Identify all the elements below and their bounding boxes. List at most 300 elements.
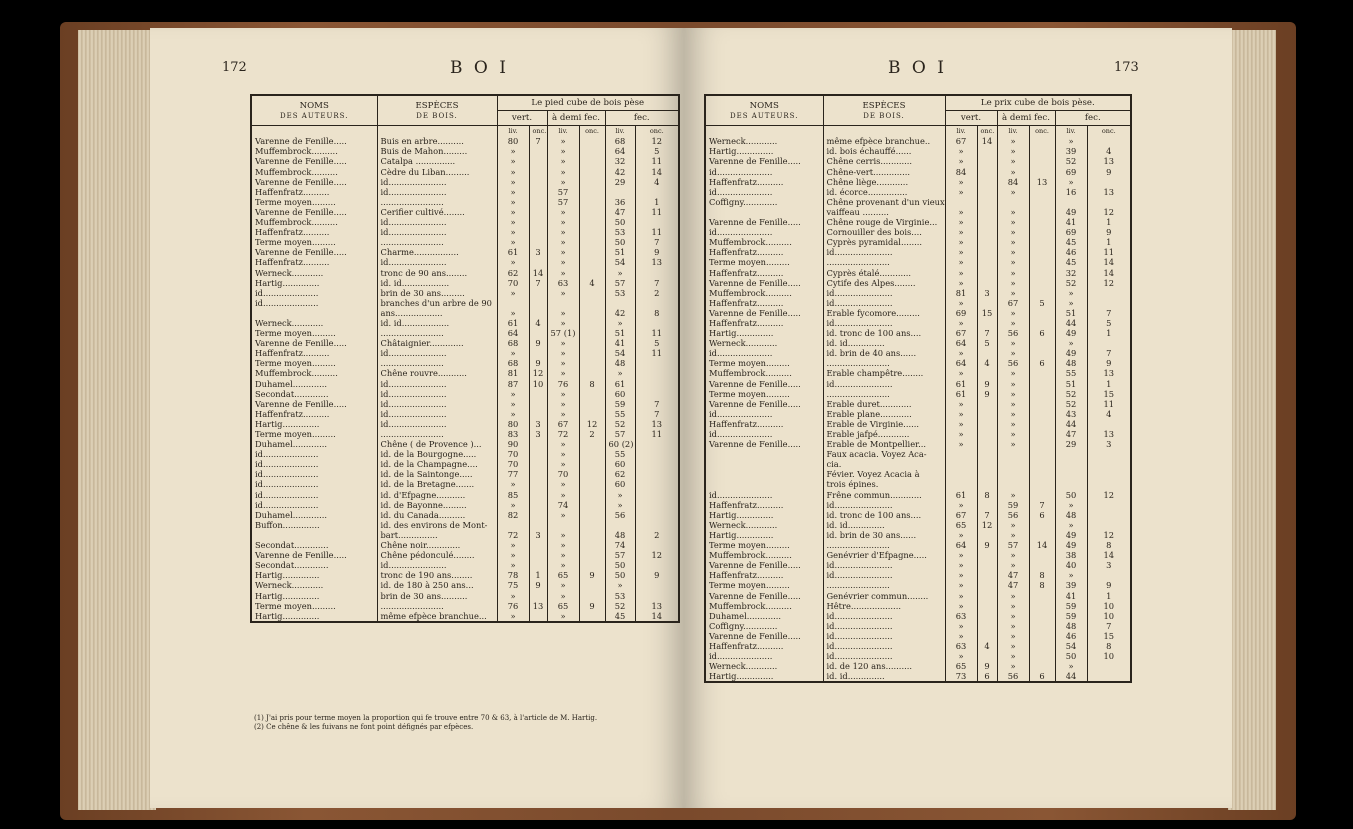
value-cell: 12 — [635, 136, 679, 146]
value-cell: » — [945, 560, 977, 570]
species-cell: tronc de 190 ans........ — [377, 570, 497, 580]
value-cell: » — [547, 399, 579, 409]
value-cell — [977, 227, 997, 237]
value-cell — [977, 459, 997, 469]
value-cell: » — [997, 237, 1029, 247]
value-cell: 56 — [997, 328, 1029, 338]
species-cell: id. de la Bourgogne..... — [377, 449, 497, 459]
author-cell: id..................... — [705, 348, 823, 358]
page-edges-left — [78, 30, 156, 810]
value-cell — [1029, 268, 1055, 278]
value-cell: 57 — [997, 540, 1029, 550]
value-cell — [635, 591, 679, 601]
value-cell — [579, 146, 605, 156]
author-cell: Terme moyen......... — [251, 197, 377, 207]
value-cell: 59 — [997, 500, 1029, 510]
author-cell: Terme moyen......... — [705, 540, 823, 550]
species-cell: id...................... — [823, 570, 945, 580]
value-cell: 5 — [1029, 298, 1055, 308]
species-cell: ........................ — [377, 601, 497, 611]
value-cell — [1029, 601, 1055, 611]
species-cell: id...................... — [823, 560, 945, 570]
value-cell — [579, 217, 605, 227]
value-cell: » — [997, 187, 1029, 197]
table-row — [705, 237, 1131, 247]
value-cell — [977, 257, 997, 267]
value-cell — [1029, 217, 1055, 227]
table-row — [251, 560, 679, 570]
value-cell — [1029, 146, 1055, 156]
value-cell: 9 — [529, 338, 547, 348]
value-cell — [977, 197, 997, 207]
table-row — [705, 449, 1131, 459]
species-cell: Faux acacia. Voyez Aca- — [823, 449, 945, 459]
table-row — [705, 389, 1131, 399]
value-cell — [945, 449, 977, 459]
value-cell: » — [997, 167, 1029, 177]
table-row — [705, 217, 1131, 227]
value-cell: » — [945, 278, 977, 288]
species-cell: id...................... — [377, 409, 497, 419]
author-cell: Terme moyen......... — [705, 358, 823, 368]
value-cell — [579, 167, 605, 177]
value-cell: 50 — [605, 237, 635, 247]
author-cell: Hartig.............. — [705, 146, 823, 156]
value-cell: 48 — [1055, 510, 1087, 520]
author-cell: id..................... — [251, 298, 377, 308]
species-cell: ans.................. — [377, 308, 497, 318]
table-row — [705, 429, 1131, 439]
value-cell — [529, 560, 547, 570]
table-row — [251, 389, 679, 399]
value-cell — [1029, 187, 1055, 197]
value-cell: 64 — [945, 338, 977, 348]
value-cell: 11 — [635, 156, 679, 166]
value-cell: 48 — [605, 530, 635, 540]
value-cell: 5 — [635, 146, 679, 156]
value-cell: 72 — [547, 429, 579, 439]
value-cell: 7 — [529, 278, 547, 288]
value-cell — [1029, 207, 1055, 217]
value-cell — [977, 419, 997, 429]
value-cell: » — [497, 389, 529, 399]
value-cell: » — [497, 288, 529, 298]
value-cell: 7 — [529, 136, 547, 146]
unit-label: liv. — [945, 126, 977, 137]
value-cell: 57 — [547, 197, 579, 207]
species-cell: Erable de Virginie...... — [823, 419, 945, 429]
table-row — [705, 268, 1131, 278]
author-cell: Haffenfratz.......... — [705, 500, 823, 510]
value-cell: 40 — [1055, 560, 1087, 570]
value-cell — [529, 399, 547, 409]
value-cell: 51 — [1055, 308, 1087, 318]
value-cell — [529, 146, 547, 156]
unit-label: liv. — [547, 126, 579, 137]
value-cell: 50 — [605, 560, 635, 570]
value-cell: » — [945, 217, 977, 227]
author-cell: Terme moyen......... — [705, 580, 823, 590]
value-cell: » — [945, 177, 977, 187]
author-cell: Werneck............ — [705, 520, 823, 530]
species-cell: ........................ — [377, 237, 497, 247]
value-cell: 68 — [605, 136, 635, 146]
value-cell: 12 — [1087, 207, 1131, 217]
value-cell: » — [605, 580, 635, 590]
value-cell: » — [547, 348, 579, 358]
value-cell — [529, 167, 547, 177]
author-cell: Muffembrock.......... — [705, 601, 823, 611]
value-cell: 61 — [605, 379, 635, 389]
value-cell: 8 — [1029, 570, 1055, 580]
value-cell: 74 — [547, 500, 579, 510]
table-row — [251, 217, 679, 227]
value-cell — [997, 469, 1029, 479]
value-cell: » — [945, 409, 977, 419]
species-cell: cia. — [823, 459, 945, 469]
species-cell: Buis en arbre.......... — [377, 136, 497, 146]
value-cell — [529, 348, 547, 358]
species-cell: id. id.............. — [823, 671, 945, 682]
table-row — [251, 419, 679, 429]
species-cell: ........................ — [823, 540, 945, 550]
table-row — [705, 510, 1131, 520]
table-row — [705, 661, 1131, 671]
author-cell: Varenne de Fenille..... — [251, 550, 377, 560]
value-cell: 61 — [497, 318, 529, 328]
value-cell: » — [997, 419, 1029, 429]
value-cell: » — [997, 207, 1029, 217]
species-cell: ........................ — [377, 429, 497, 439]
value-cell: 50 — [1055, 651, 1087, 661]
value-cell: 61 — [945, 379, 977, 389]
value-cell: 42 — [605, 167, 635, 177]
value-cell: » — [997, 136, 1029, 146]
species-cell: Genévrier commun........ — [823, 591, 945, 601]
value-cell — [1029, 651, 1055, 661]
value-cell: 47 — [997, 570, 1029, 580]
value-cell — [1087, 510, 1131, 520]
author-cell: id..................... — [705, 651, 823, 661]
value-cell: » — [997, 591, 1029, 601]
value-cell — [579, 530, 605, 540]
value-cell — [1029, 591, 1055, 601]
value-cell — [1029, 611, 1055, 621]
value-cell: 13 — [635, 257, 679, 267]
value-cell: » — [497, 156, 529, 166]
value-cell: 3 — [1087, 560, 1131, 570]
value-cell — [945, 197, 977, 207]
author-cell: Varenne de Fenille..... — [705, 217, 823, 227]
species-cell: Cyprès pyramidal........ — [823, 237, 945, 247]
value-cell — [529, 479, 547, 489]
table-row — [705, 409, 1131, 419]
table-row — [251, 197, 679, 207]
value-cell: 11 — [635, 207, 679, 217]
author-cell: Haffenfratz.......... — [705, 570, 823, 580]
col-vert-header: vert. — [945, 111, 997, 126]
value-cell: 65 — [547, 601, 579, 611]
value-cell — [1029, 257, 1055, 267]
value-cell: 60 — [605, 479, 635, 489]
author-cell: Varenne de Fenille..... — [251, 177, 377, 187]
value-cell: 6 — [1029, 328, 1055, 338]
value-cell — [1029, 490, 1055, 500]
value-cell: » — [547, 146, 579, 156]
value-cell: » — [547, 358, 579, 368]
value-cell: » — [997, 278, 1029, 288]
value-cell — [1087, 288, 1131, 298]
value-cell: » — [547, 227, 579, 237]
value-cell: » — [945, 419, 977, 429]
value-cell — [1029, 338, 1055, 348]
table-row — [705, 358, 1131, 368]
value-cell: 7 — [977, 510, 997, 520]
value-cell: » — [497, 217, 529, 227]
value-cell — [1029, 479, 1055, 489]
value-cell: 13 — [1087, 368, 1131, 378]
value-cell: 60 — [605, 389, 635, 399]
unit-label: liv. — [1055, 126, 1087, 137]
value-cell: 45 — [1055, 237, 1087, 247]
value-cell: 7 — [1087, 308, 1131, 318]
value-cell — [547, 298, 579, 308]
value-cell: » — [997, 641, 1029, 651]
value-cell — [1087, 459, 1131, 469]
author-cell: Terme moyen......... — [705, 389, 823, 399]
table-row — [251, 136, 679, 146]
value-cell: 14 — [977, 136, 997, 146]
species-cell: id...................... — [823, 500, 945, 510]
value-cell — [1029, 631, 1055, 641]
value-cell: » — [1055, 338, 1087, 348]
table-row — [705, 368, 1131, 378]
col-especes-header — [377, 95, 497, 126]
value-cell: 75 — [497, 580, 529, 590]
value-cell: 11 — [635, 328, 679, 338]
table-row — [251, 409, 679, 419]
table-row — [705, 550, 1131, 560]
species-cell: id. id.................. — [377, 278, 497, 288]
value-cell: 11 — [635, 429, 679, 439]
value-cell: 44 — [1055, 419, 1087, 429]
value-cell: 45 — [1055, 257, 1087, 267]
species-cell: Erable champêtre........ — [823, 368, 945, 378]
value-cell: » — [945, 651, 977, 661]
unit-label: onc. — [1029, 126, 1055, 137]
table-row — [705, 601, 1131, 611]
table-row — [705, 419, 1131, 429]
species-cell: Févier. Voyez Acacia à — [823, 469, 945, 479]
author-cell: Werneck............ — [705, 661, 823, 671]
group-header: Le pied cube de bois pèse — [497, 95, 679, 111]
author-cell: id..................... — [705, 227, 823, 237]
value-cell — [1029, 247, 1055, 257]
value-cell: 1 — [1087, 379, 1131, 389]
col-especes-header — [823, 95, 945, 126]
table-row — [705, 439, 1131, 449]
units-row — [251, 126, 679, 137]
noms-label: NOMS — [749, 100, 779, 111]
value-cell — [579, 409, 605, 419]
table-row — [705, 530, 1131, 540]
value-cell: » — [997, 247, 1029, 257]
author-cell: Muffembrock.......... — [705, 368, 823, 378]
value-cell: 47 — [997, 580, 1029, 590]
table-row — [705, 459, 1131, 469]
footnotes — [254, 714, 597, 732]
table-row — [251, 288, 679, 298]
value-cell: 10 — [1087, 651, 1131, 661]
value-cell — [579, 308, 605, 318]
value-cell: 1 — [1087, 237, 1131, 247]
species-cell: id...................... — [823, 611, 945, 621]
species-cell: Cytife des Alpes........ — [823, 278, 945, 288]
value-cell — [579, 510, 605, 520]
table-row — [705, 469, 1131, 479]
value-cell: 46 — [1055, 247, 1087, 257]
species-cell: id. des environs de Mont- — [377, 520, 497, 530]
value-cell — [1087, 479, 1131, 489]
value-cell — [1029, 379, 1055, 389]
weight-table — [250, 94, 680, 623]
author-cell: Hartig.............. — [251, 591, 377, 601]
value-cell: 77 — [497, 469, 529, 479]
table-row — [705, 207, 1131, 217]
value-cell: 2 — [635, 530, 679, 540]
value-cell: 5 — [977, 338, 997, 348]
value-cell — [977, 237, 997, 247]
value-cell: 13 — [635, 419, 679, 429]
value-cell — [977, 439, 997, 449]
species-cell: id. id.............. — [823, 338, 945, 348]
value-cell: 7 — [635, 399, 679, 409]
value-cell: » — [997, 439, 1029, 449]
author-cell: Varenne de Fenille..... — [705, 308, 823, 318]
value-cell — [579, 288, 605, 298]
value-cell: 57 — [605, 278, 635, 288]
value-cell: 61 — [497, 247, 529, 257]
value-cell: 53 — [605, 288, 635, 298]
value-cell: 13 — [529, 601, 547, 611]
value-cell: 62 — [497, 268, 529, 278]
value-cell: 7 — [1029, 500, 1055, 510]
table-row — [705, 570, 1131, 580]
value-cell — [1087, 298, 1131, 308]
value-cell: 14 — [1029, 540, 1055, 550]
value-cell — [997, 459, 1029, 469]
value-cell — [1029, 389, 1055, 399]
value-cell: » — [497, 146, 529, 156]
table-row — [251, 146, 679, 156]
value-cell — [977, 167, 997, 177]
species-cell: Chêne provenant d'un vieux — [823, 197, 945, 207]
value-cell: 1 — [1087, 217, 1131, 227]
value-cell — [635, 540, 679, 550]
species-cell: id. de Bayonne......... — [377, 500, 497, 510]
value-cell — [1029, 560, 1055, 570]
table-row — [705, 560, 1131, 570]
species-cell: ........................ — [823, 389, 945, 399]
value-cell — [1029, 278, 1055, 288]
value-cell: » — [605, 268, 635, 278]
value-cell: 11 — [635, 227, 679, 237]
table-row — [251, 429, 679, 439]
value-cell — [1087, 469, 1131, 479]
table-row — [251, 328, 679, 338]
value-cell: 39 — [1055, 580, 1087, 590]
value-cell — [529, 187, 547, 197]
author-cell: Muffembrock.......... — [251, 217, 377, 227]
value-cell: 51 — [1055, 379, 1087, 389]
value-cell: 52 — [1055, 278, 1087, 288]
value-cell — [529, 197, 547, 207]
species-cell: Erable plane............ — [823, 409, 945, 419]
value-cell — [579, 237, 605, 247]
table-row — [251, 368, 679, 378]
species-cell: id. de la Bretagne....... — [377, 479, 497, 489]
value-cell: » — [997, 217, 1029, 227]
value-cell — [977, 469, 997, 479]
value-cell: 29 — [1055, 439, 1087, 449]
species-cell: id...................... — [823, 641, 945, 651]
value-cell: 55 — [605, 409, 635, 419]
value-cell: » — [547, 217, 579, 227]
value-cell: 57 — [605, 550, 635, 560]
value-cell: 13 — [1087, 156, 1131, 166]
table-row — [705, 146, 1131, 156]
value-cell — [579, 591, 605, 601]
value-cell: 47 — [605, 207, 635, 217]
table-row — [251, 318, 679, 328]
value-cell: 6 — [1029, 358, 1055, 368]
value-cell: 10 — [1087, 611, 1131, 621]
species-cell: ........................ — [823, 257, 945, 267]
author-cell: Muffembrock.......... — [705, 288, 823, 298]
value-cell — [977, 318, 997, 328]
value-cell — [579, 469, 605, 479]
species-cell: id. id.................. — [377, 318, 497, 328]
author-cell: Haffenfratz.......... — [705, 177, 823, 187]
value-cell — [635, 459, 679, 469]
value-cell: » — [945, 348, 977, 358]
value-cell: » — [1055, 298, 1087, 308]
author-cell: id..................... — [705, 490, 823, 500]
value-cell — [579, 479, 605, 489]
value-cell: » — [547, 490, 579, 500]
value-cell: 45 — [605, 611, 635, 622]
value-cell: » — [997, 611, 1029, 621]
author-cell: Hartig.............. — [705, 671, 823, 682]
value-cell: 3 — [529, 419, 547, 429]
value-cell: 64 — [945, 540, 977, 550]
value-cell: 41 — [1055, 217, 1087, 227]
species-cell: id...................... — [377, 399, 497, 409]
species-cell: id...................... — [823, 631, 945, 641]
species-cell: id. tronc de 100 ans.... — [823, 328, 945, 338]
value-cell: 73 — [945, 671, 977, 682]
value-cell — [977, 580, 997, 590]
value-cell: » — [997, 338, 1029, 348]
value-cell — [977, 247, 997, 257]
table-row — [251, 187, 679, 197]
value-cell: » — [997, 156, 1029, 166]
value-cell: » — [945, 247, 977, 257]
species-cell: id...................... — [823, 651, 945, 661]
value-cell: 1 — [1087, 328, 1131, 338]
value-cell — [579, 197, 605, 207]
value-cell: 8 — [1087, 540, 1131, 550]
